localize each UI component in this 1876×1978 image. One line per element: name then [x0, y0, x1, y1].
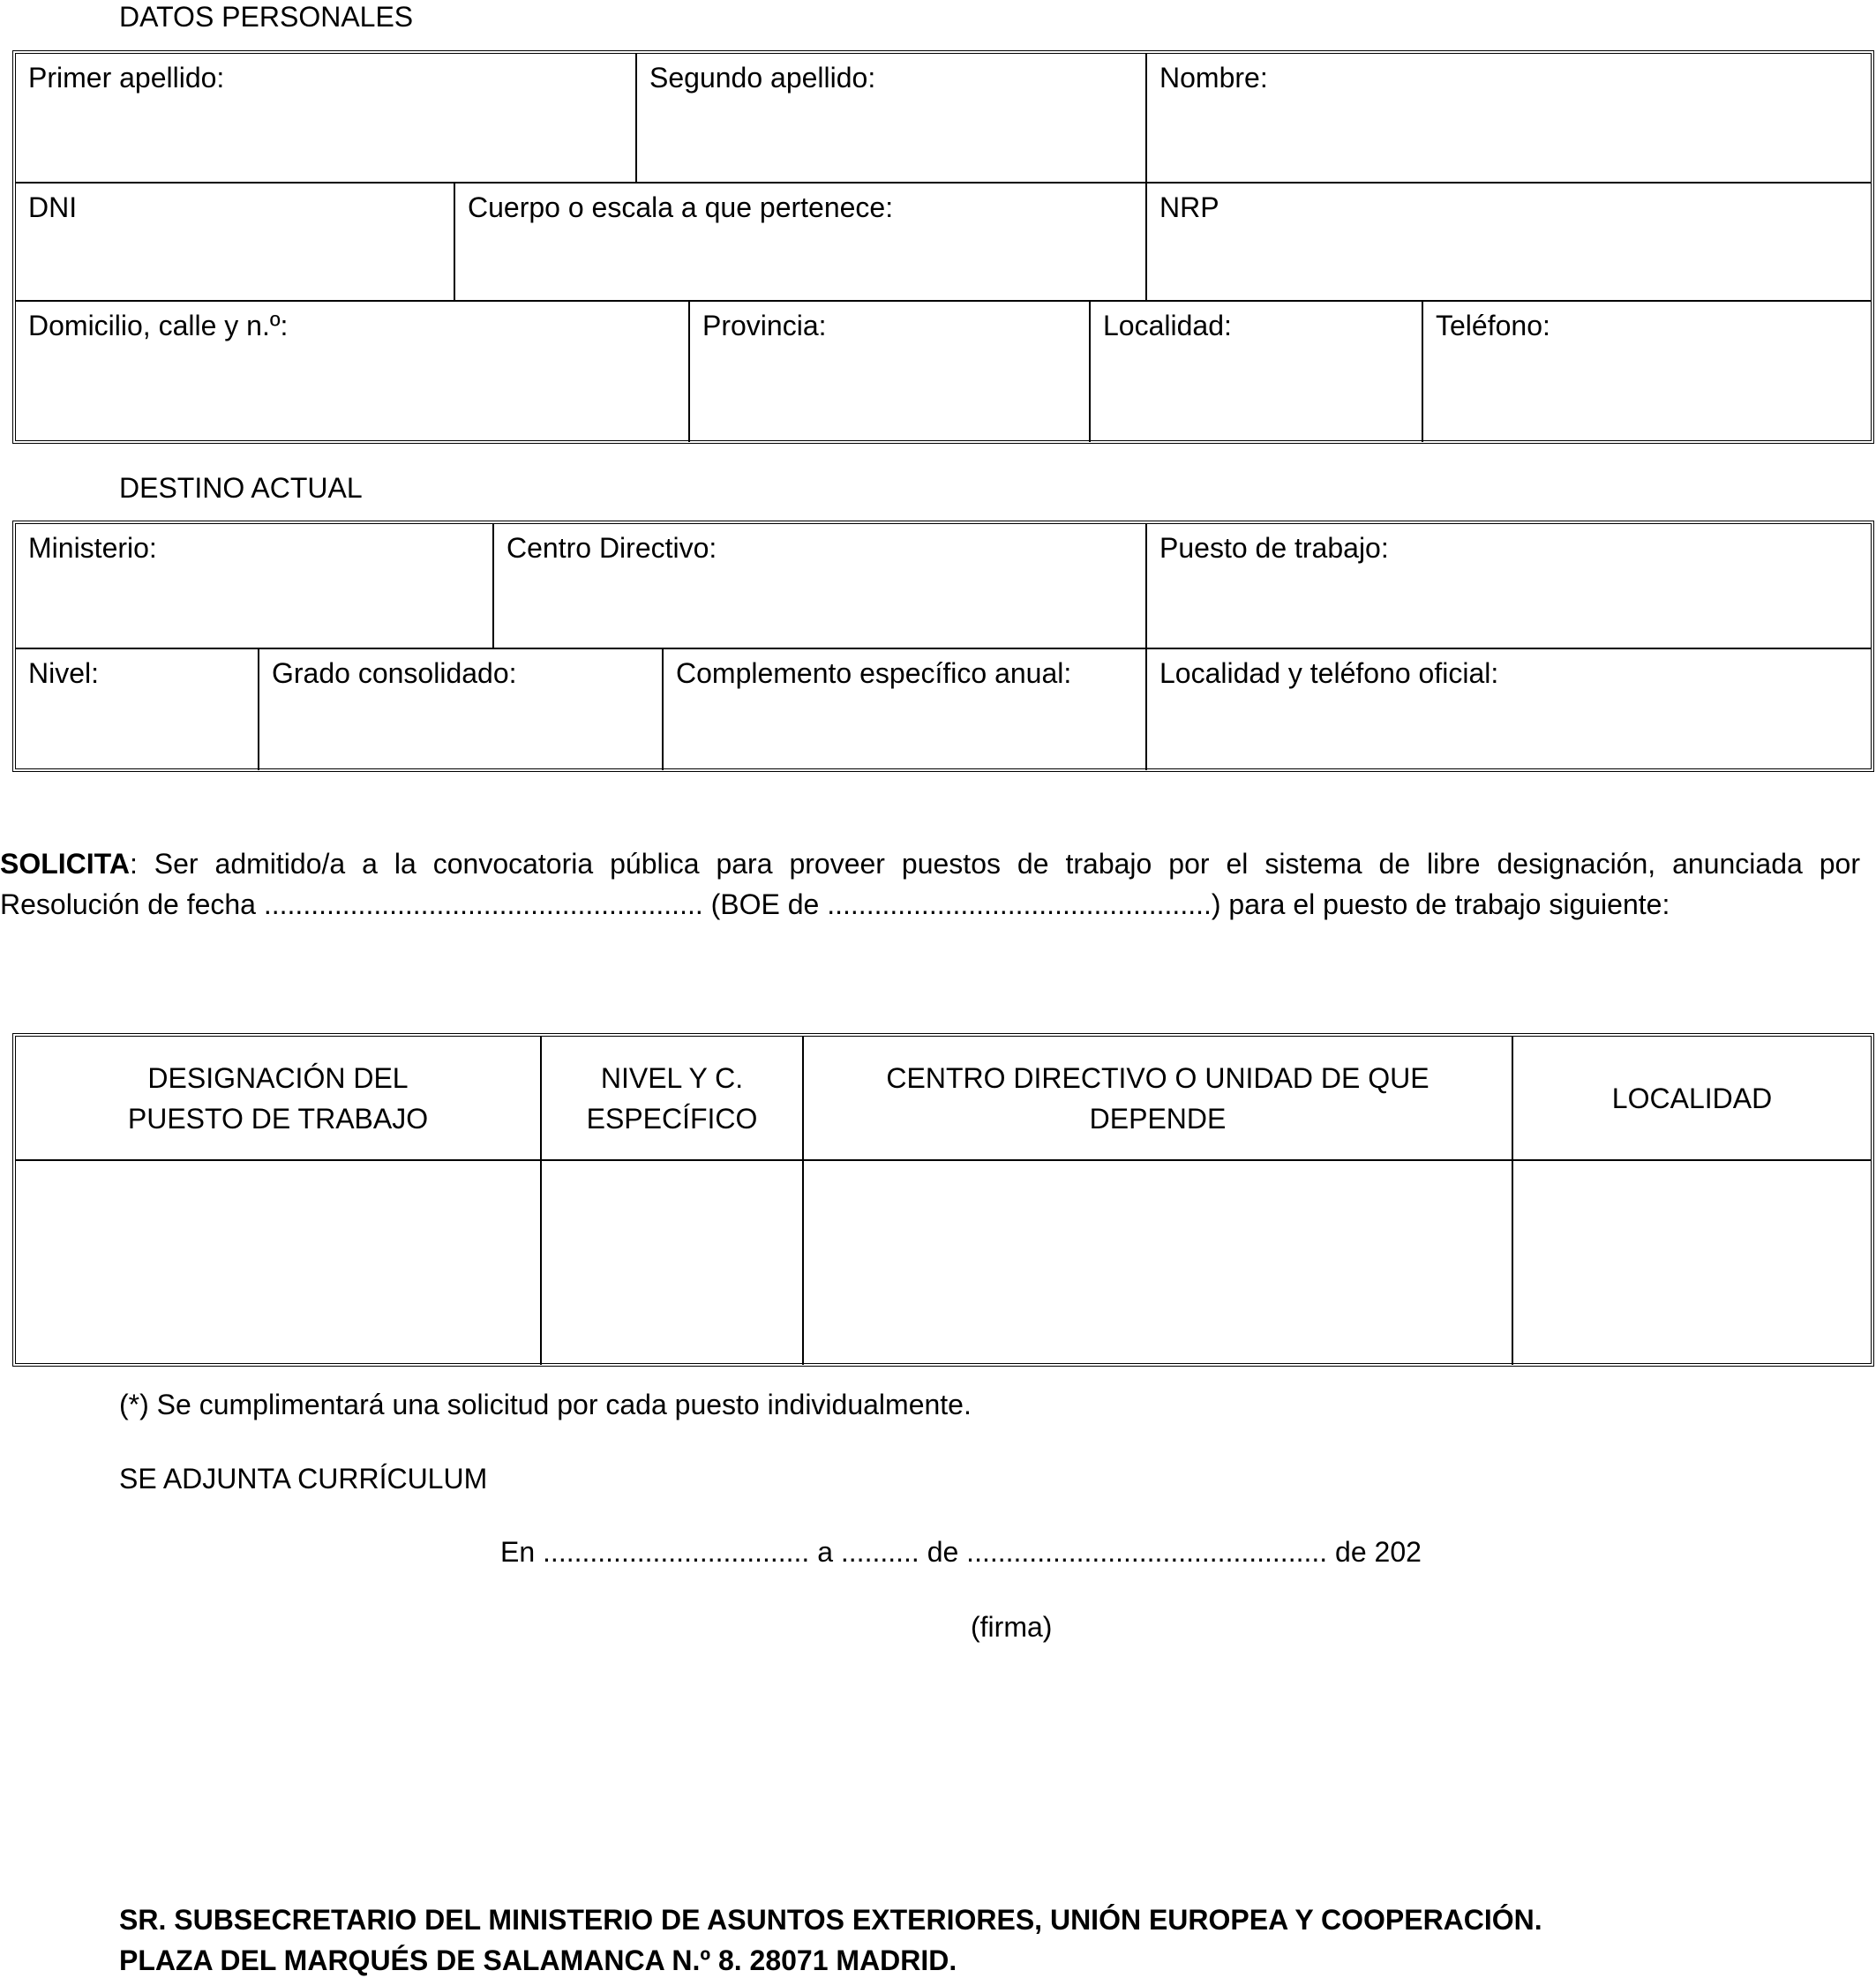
segundo-apellido-label: Segundo apellido:: [649, 62, 876, 94]
grado-field[interactable]: [258, 649, 662, 770]
ministerio-field[interactable]: [16, 524, 492, 648]
primer-apellido-field[interactable]: [16, 54, 635, 182]
solicita-label: SOLICITA: [0, 848, 130, 880]
header-designacion: [16, 1037, 540, 1159]
telefono-field[interactable]: [1422, 302, 1871, 442]
solicita-line-2: Resolución de fecha ........................................................ (BOE de .................................................) para el puesto de trabajo siguiente:: [0, 888, 1670, 920]
addressee-line-2: PLAZA DEL MARQUÉS DE SALAMANCA N.º 8. 28071 MADRID.: [119, 1944, 957, 1976]
firma-text: (firma): [971, 1611, 1053, 1643]
header-nivel: [540, 1037, 802, 1159]
header-nivel-l1: NIVEL Y C.: [600, 1061, 744, 1094]
solicita-line-1: [0, 843, 1860, 884]
complemento-field[interactable]: [662, 649, 1145, 770]
nivel-label: Nivel:: [28, 657, 100, 689]
puesto-trabajo-label: Puesto de trabajo:: [1159, 532, 1389, 564]
localidad-cell[interactable]: [1512, 1161, 1871, 1365]
domicilio-field[interactable]: [16, 302, 688, 442]
localidad-telefono-field[interactable]: [1145, 649, 1871, 770]
nombre-label: Nombre:: [1159, 62, 1268, 94]
centro-directivo-cell[interactable]: [802, 1161, 1512, 1365]
header-centro-directivo: [802, 1037, 1512, 1159]
destino-actual-table: [12, 521, 1874, 772]
adjunta-curriculum-text: SE ADJUNTA CURRÍCULUM: [119, 1463, 488, 1495]
puesto-trabajo-field[interactable]: [1145, 524, 1871, 648]
note-text: (*) Se cumplimentará una solicitud por cada puesto individualmente.: [119, 1389, 972, 1420]
cuerpo-label: Cuerpo o escala a que pertenece:: [468, 191, 894, 223]
destino-row-1: [16, 524, 1871, 648]
puesto-header-row: [16, 1037, 1871, 1159]
personal-row-3: [16, 300, 1871, 442]
telefono-label: Teléfono:: [1436, 310, 1550, 341]
header-designacion-l2: PUESTO DE TRABAJO: [127, 1102, 429, 1135]
puesto-solicitado-table: [12, 1033, 1874, 1367]
domicilio-label: Domicilio, calle y n.º:: [28, 310, 289, 341]
section-title-datos-personales: DATOS PERSONALES: [119, 1, 414, 33]
segundo-apellido-field[interactable]: [635, 54, 1145, 182]
dni-field[interactable]: [16, 184, 454, 302]
date-line: En .................................. a .......... de .............................................. de 202: [500, 1536, 1422, 1568]
centro-directivo-field[interactable]: [492, 524, 1145, 648]
destino-row-2: [16, 648, 1871, 770]
nombre-field[interactable]: [1145, 54, 1871, 182]
personal-data-table: [12, 50, 1874, 444]
localidad-telefono-label: Localidad y teléfono oficial:: [1159, 657, 1499, 689]
designacion-cell[interactable]: [16, 1161, 540, 1365]
centro-directivo-label: Centro Directivo:: [507, 532, 717, 564]
cuerpo-field[interactable]: [454, 184, 1145, 302]
solicita-paragraph: [0, 843, 1860, 925]
dni-label: DNI: [28, 191, 78, 223]
puesto-body-row: [16, 1159, 1871, 1365]
header-centro-l2: DEPENDE: [1089, 1102, 1227, 1135]
localidad-field[interactable]: [1089, 302, 1422, 442]
localidad-label: Localidad:: [1103, 310, 1232, 341]
complemento-label: Complemento específico anual:: [676, 657, 1072, 689]
section-title-destino-actual: DESTINO ACTUAL: [119, 472, 363, 504]
nivel-cell[interactable]: [540, 1161, 802, 1365]
provincia-field[interactable]: [688, 302, 1089, 442]
personal-row-2: [16, 182, 1871, 302]
nrp-label: NRP: [1159, 191, 1219, 223]
header-centro-l1: CENTRO DIRECTIVO O UNIDAD DE QUE: [886, 1061, 1430, 1094]
header-localidad: [1512, 1037, 1871, 1159]
nrp-field[interactable]: [1145, 184, 1871, 302]
header-nivel-l2: ESPECÍFICO: [586, 1102, 758, 1135]
addressee-line-1: SR. SUBSECRETARIO DEL MINISTERIO DE ASUNTOS EXTERIORES, UNIÓN EUROPEA Y COOPERACIÓN.: [119, 1904, 1542, 1936]
solicita-text-1: : Ser admitido/a a la convocatoria pública para proveer puestos de trabajo por el sistema de libre designación, anunciada por: [129, 848, 1860, 880]
grado-label: Grado consolidado:: [272, 657, 517, 689]
header-localidad-l1: LOCALIDAD: [1611, 1082, 1773, 1114]
personal-row-1: [16, 54, 1871, 182]
primer-apellido-label: Primer apellido:: [28, 62, 225, 94]
provincia-label: Provincia:: [702, 310, 827, 341]
header-designacion-l1: DESIGNACIÓN DEL: [147, 1061, 409, 1094]
ministerio-label: Ministerio:: [28, 532, 157, 564]
nivel-field[interactable]: [16, 649, 258, 770]
